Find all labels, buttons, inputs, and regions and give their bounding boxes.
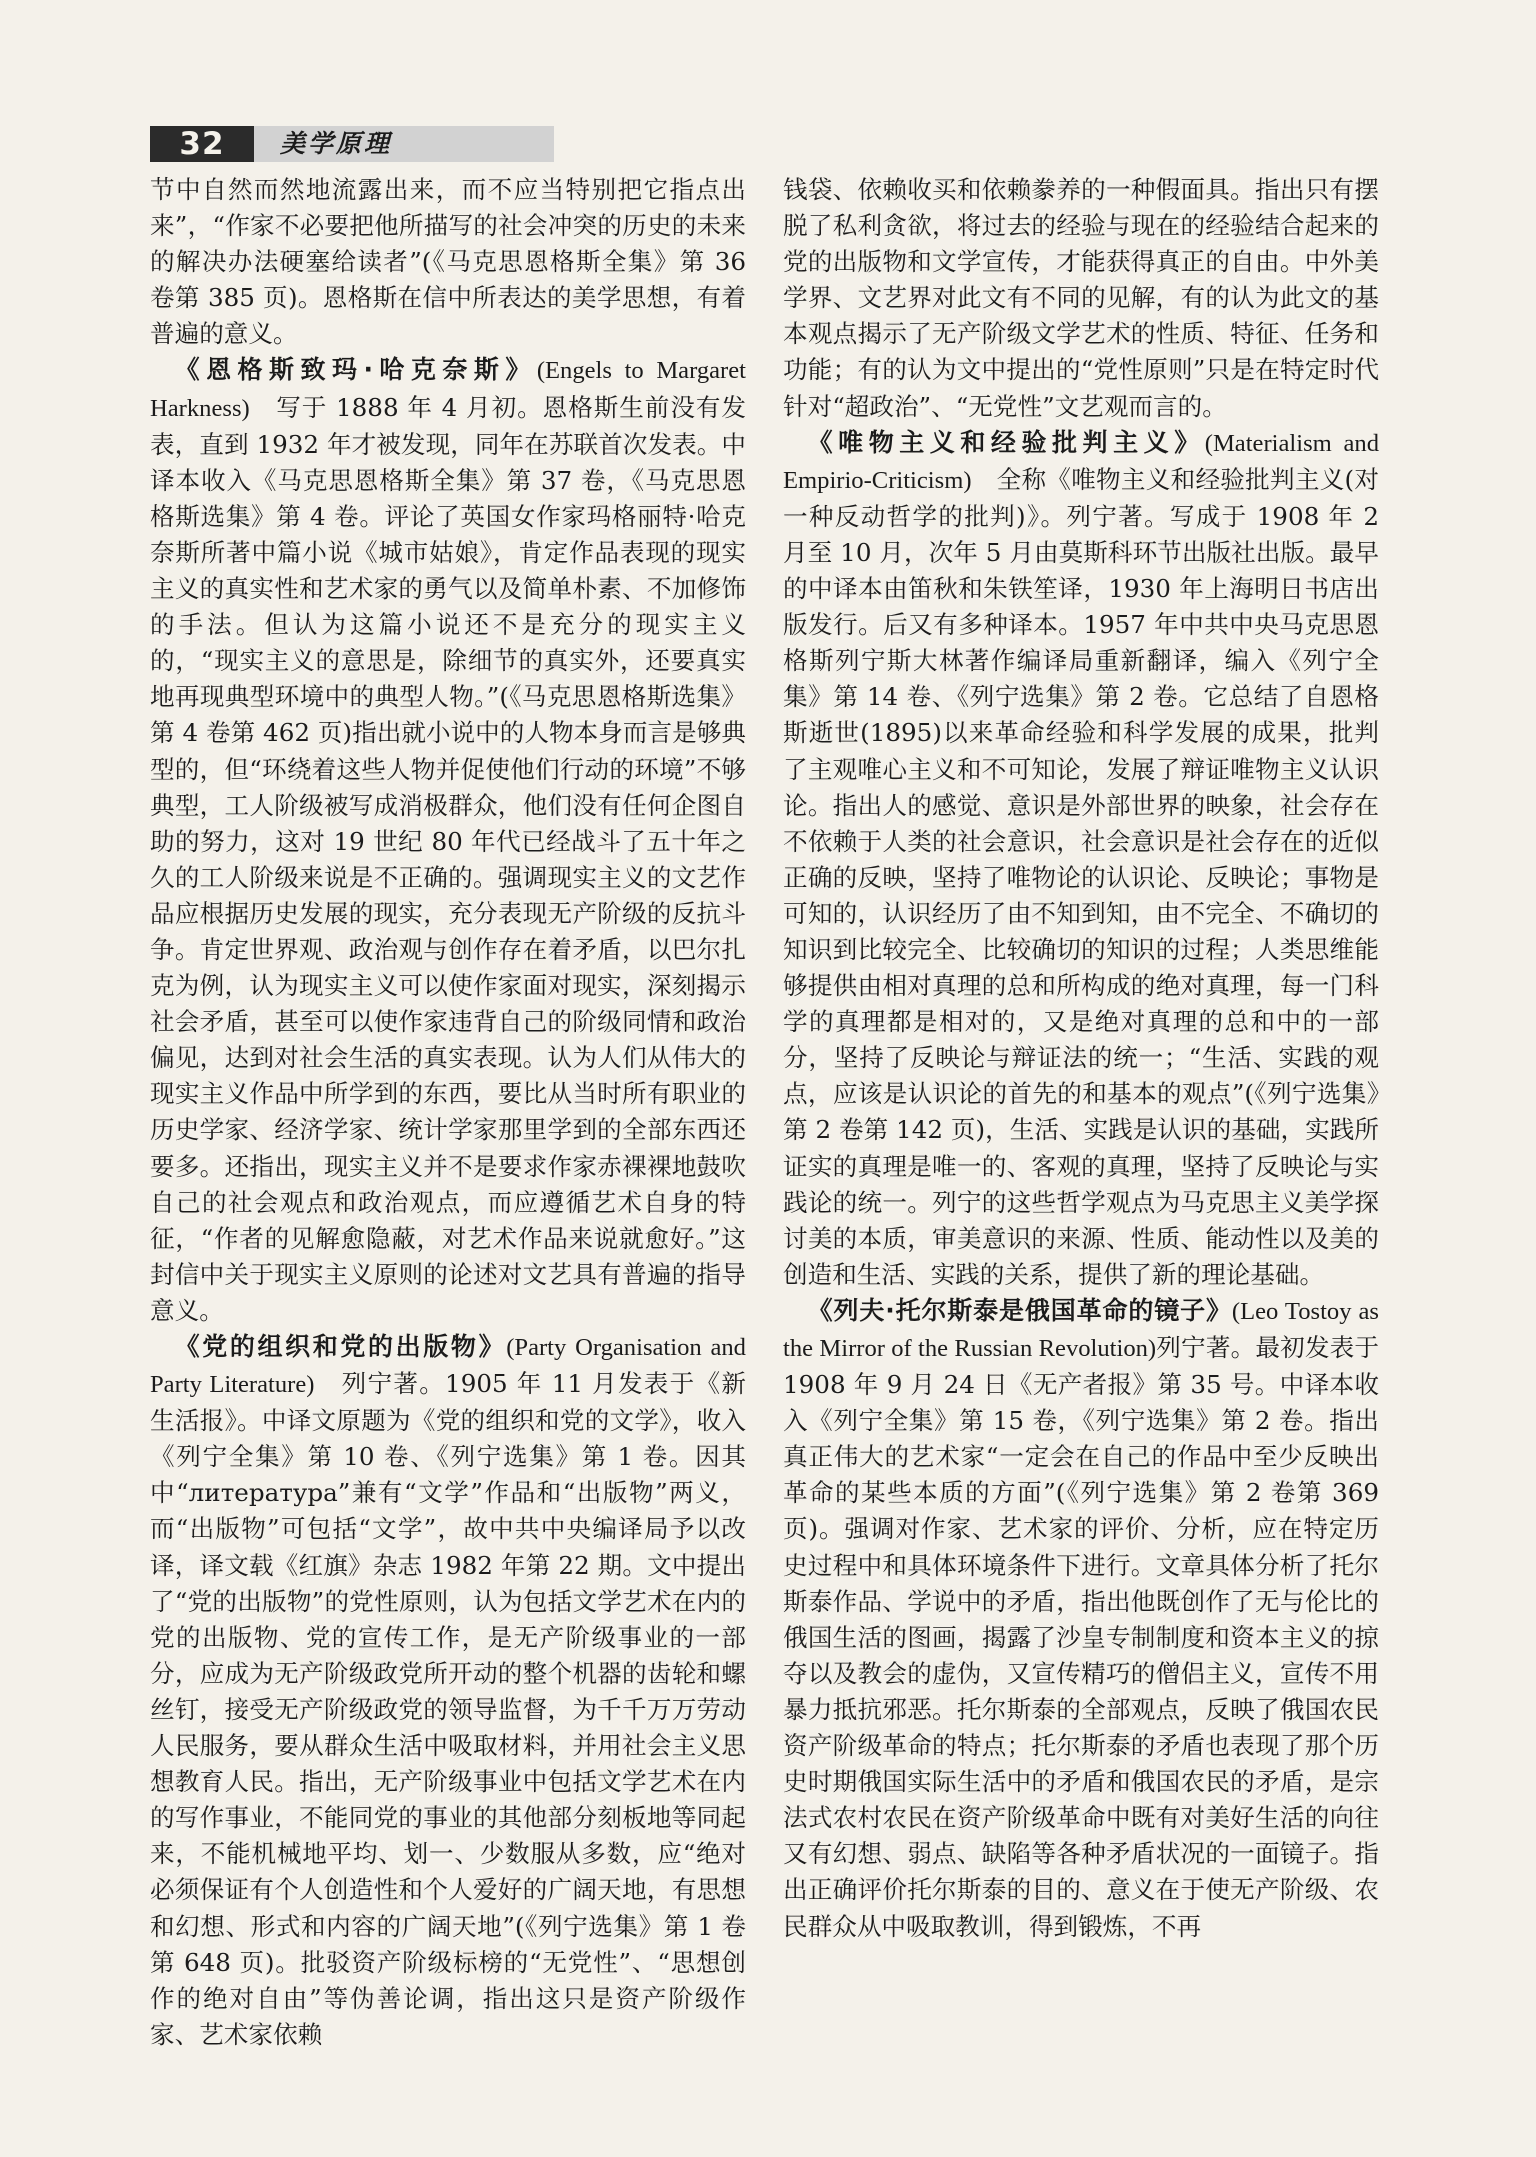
entry-term: 《恩格斯致玛·哈克奈斯》: [174, 355, 537, 385]
entry-party-organisation: [150, 1329, 746, 2053]
entry-term: 《党的组织和党的出版物》: [174, 1332, 507, 1361]
entry-body: 列宁著。最初发表于 1908 年 9 月 24 日《无产者报》第 35 号。中译本收入《列宁全集》第 15 卷，《列宁选集》第 2 卷。指出真正伟大的艺术家“一定会在自己的作品中至少反映出革命的某些本质的方面”(《列宁选集》第 2 卷第 369 页)。强调对作家、艺术家的评价、分析，应在特定历史过程中和具体环境条件下进行。文章具体分析了托尔斯泰作品、学说中的矛盾，指出他既创作了无与伦比的俄国生活的图画，揭露了沙皇专制制度和资本主义的掠夺以及教会的虚伪，又宣传精巧的僧侣主义，宣传不用暴力抵抗邪恶。托尔斯泰的全部观点，反映了俄国农民资产阶级革命的特点；托尔斯泰的矛盾也表现了那个历史时期俄国实际生活中的矛盾和俄国农民的矛盾，是宗法式农村农民在资产阶级革命中既有对美好生活的向往又有幻想、弱点、缺陷等各种矛盾状况的一面镜子。指出正确评价托尔斯泰的目的、意义在于使无产阶级、农民群众从中吸取教训，得到锻炼，不再: [783, 1333, 1379, 1941]
entry-english-title: (Materialism and Empirio-Criticism): [783, 429, 1379, 494]
book-title: 美学原理: [280, 129, 393, 158]
entry-english-title: (Leo Tostoy as the Mirror of the Russian Revolution): [783, 1297, 1379, 1362]
entry-term: 《唯物主义和经验批判主义》: [807, 427, 1205, 457]
right-column: [783, 172, 1379, 1945]
entry-english-title: (Engels to Margaret Harkness): [150, 357, 746, 422]
entry-tolstoy-mirror: [783, 1293, 1379, 1945]
entry-term: 《列夫·托尔斯泰是俄国革命的镜子》: [807, 1295, 1232, 1325]
entry-english-title: (Party Organisation and Party Literature): [150, 1334, 746, 1399]
entry-body: 全称《唯物主义和经验批判主义(对一种反动哲学的批判)》。列宁著。写成于 1908 年 2 月至 10 月，次年 5 月由莫斯科环节出版社出版。最早的中译本由笛秋和朱铁笙译，1930 年上海明日书店出版发行。后又有多种译本。1957 年中共中央马克思恩格斯列宁斯大林著作编译局重新翻译，编入《列宁全集》第 14 卷、《列宁选集》第 2 卷。它总结了自恩格斯逝世(1895)以来革命经验和科学发展的成果，批判了主观唯心主义和不可知论，发展了辩证唯物主义认识论。指出人的感觉、意识是外部世界的映象，社会存在不依赖于人类的社会意识，社会意识是社会存在的近似正确的反映，坚持了唯物论的认识论、反映论；事物是可知的，认识经历了由不知到知，由不完全、不确切的知识到比较完全、比较确切的知识的过程；人类思维能够提供由相对真理的总和所构成的绝对真理，每一门科学的真理都是相对的，又是绝对真理的总和中的一部分，坚持了反映论与辩证法的统一；“生活、实践的观点，应该是认识论的首先的和基本的观点”(《列宁选集》第 2 卷第 142 页)，生活、实践是认识的基础，实践所证实的真理是唯一的、客观的真理，坚持了反映论与实践论的统一。列宁的这些哲学观点为马克思主义美学探讨美的本质，审美意识的来源、性质、能动性以及美的创造和生活、实践的关系，提供了新的理论基础。: [783, 464, 1379, 1289]
entry-body: 写于 1888 年 4 月初。恩格斯生前没有发表，直到 1932 年才被发现，同年在苏联首次发表。中译本收入《马克思恩格斯全集》第 37 卷，《马克思恩格斯选集》第 4 卷。评论了英国女作家玛格丽特·哈克奈斯所著中篇小说《城市姑娘》，肯定作品表现的现实主义的真实性和艺术家的勇气以及简单朴素、不加修饰的手法。但认为这篇小说还不是充分的现实主义的，“现实主义的意思是，除细节的真实外，还要真实地再现典型环境中的典型人物。”(《马克思恩格斯选集》第 4 卷第 462 页)指出就小说中的人物本身而言是够典型的，但“环绕着这些人物并促使他们行动的环境”不够典型，工人阶级被写成消极群众，他们没有任何企图自助的努力，这对 19 世纪 80 年代已经战斗了五十年之久的工人阶级来说是不正确的。强调现实主义的文艺作品应根据历史发展的现实，充分表现无产阶级的反抗斗争。肯定世界观、政治观与创作存在着矛盾，以巴尔扎克为例，认为现实主义可以使作家面对现实，深刻揭示社会矛盾，甚至可以使作家违背自己的阶级同情和政治偏见，达到对社会生活的真实表现。认为人们从伟大的现实主义作品中所学到的东西，要比从当时所有职业的历史学家、经济学家、统计学家那里学到的全部东西还要多。还指出，现实主义并不是要求作家赤裸裸地鼓吹自己的社会观点和政治观点，而应遵循艺术自身的特征，“作者的见解愈隐蔽，对艺术作品来说就愈好。”这封信中关于现实主义原则的论述对文艺具有普遍的指导意义。: [150, 392, 746, 1325]
page-number: 32: [150, 126, 254, 162]
continued-paragraph: 节中自然而然地流露出来，而不应当特别把它指点出来”，“作家不必要把他所描写的社会冲突的历史的未来的解决办法硬塞给读者”(《马克思恩格斯全集》第 36 卷第 385 页)。恩格斯在信中所表达的美学思想，有着普遍的意义。: [150, 175, 746, 349]
continued-paragraph: 钱袋、依赖收买和依赖豢养的一种假面具。指出只有摆脱了私利贪欲，将过去的经验与现在的经验结合起来的党的出版物和文学宣传，才能获得真正的自由。中外美学界、文艺界对此文有不同的见解，有的认为此文的基本观点揭示了无产阶级文学艺术的性质、特征、任务和功能；有的认为文中提出的“党性原则”只是在特定时代针对“超政治”、“无党性”文艺观而言的。: [783, 175, 1379, 421]
left-column: [150, 172, 746, 2053]
entry-materialism-empiriocriticism: [783, 425, 1379, 1293]
entry-engels-harkness: [150, 352, 746, 1329]
page-header: [150, 126, 1400, 162]
entry-body: 列宁著。1905 年 11 月发表于《新生活报》。中译文原题为《党的组织和党的文学》，收入《列宁全集》第 10 卷、《列宁选集》第 1 卷。因其中“литература”兼有“文学”作品和“出版物”两义，而“出版物”可包括“文学”，故中共中央编译局予以改译，译文载《红旗》杂志 1982 年第 22 期。文中提出了“党的出版物”的党性原则，认为包括文学艺术在内的党的出版物、党的宣传工作，是无产阶级事业的一部分，应成为无产阶级政党所开动的整个机器的齿轮和螺丝钉，接受无产阶级政党的领导监督，为千千万万劳动人民服务，要从群众生活中吸取材料，并用社会主义思想教育人民。指出，无产阶级事业中包括文学艺术在内的写作事业，不能同党的事业的其他部分刻板地等同起来，不能机械地平均、划一、少数服从多数，应“绝对必须保证有个人创造性和个人爱好的广阔天地，有思想和幻想、形式和内容的广阔天地”(《列宁选集》第 1 卷第 648 页)。批驳资产阶级标榜的“无党性”、“思想创作的绝对自由”等伪善论调，指出这只是资产阶级作家、艺术家依赖: [150, 1369, 746, 2049]
